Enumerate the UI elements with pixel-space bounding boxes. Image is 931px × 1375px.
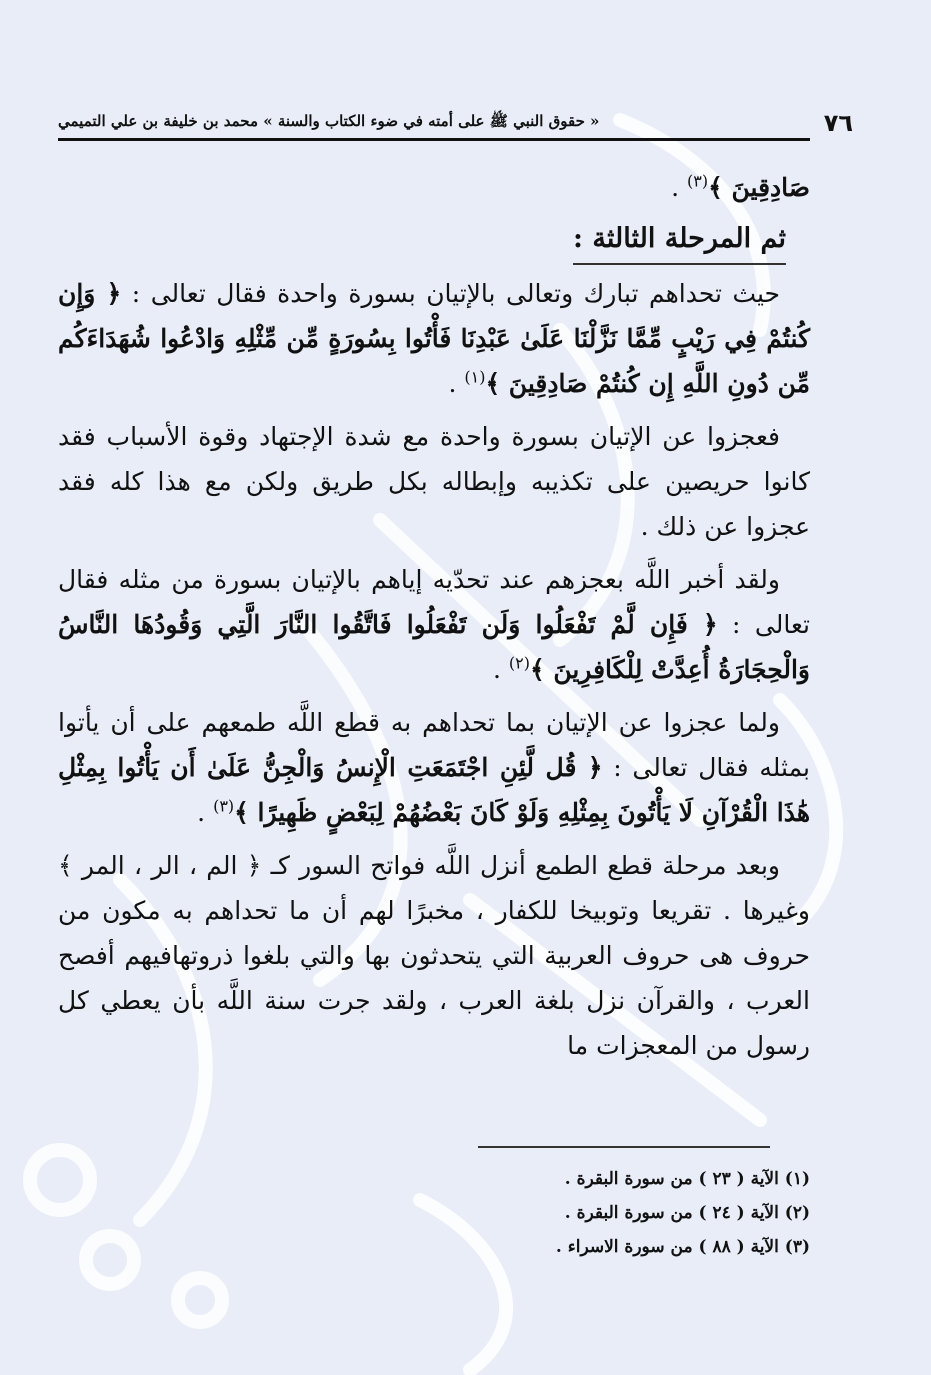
quran-verse: ﴿ وَإِن كُنتُمْ فِي رَيْبٍ مِّمَّا نَزَّلْنَا عَلَىٰ عَبْدِنَا فَأْتُوا بِسُورَةٍ مِّن مِّثْلِهِ وَادْعُوا شُهَدَاءَكُم مِّن دُونِ اللَّهِ إِن كُنتُمْ صَادِقِينَ ﴾ [58, 279, 810, 398]
footnote: (٣) الآية ( ٨٨ ) من سورة الاسراء . [555, 1237, 810, 1257]
running-title: « حقوق النبي ﷺ على أمته في ضوء الكتاب والسنة » محمد بن خليفة بن علي التميمي [58, 112, 600, 130]
continuation-line [58, 165, 810, 210]
line-end: . [197, 798, 214, 827]
line-end: . [492, 655, 509, 684]
paragraph: فعجزوا عن الإتيان بسورة واحدة مع شدة الإجتهاد وقوة الأسباب فقد كانوا حريصين على تكذيبه وإبطاله بكل طريق ولكن مع هذا كله فقد عجزوا عن ذلك . [58, 422, 810, 541]
paragraph [58, 557, 810, 692]
line-end: . [448, 369, 465, 398]
paragraph [58, 271, 810, 406]
header-rule [58, 138, 810, 141]
paragraph-text: ولقد أخبر اللَّه بعجزهم عند تحدّيه إياهم بالإتيان بسورة من مثله فقال تعالى : [58, 565, 810, 639]
footnote-ref: (٣) [687, 171, 709, 191]
footnote: (١) الآية ( ٢٣ ) من سورة البقرة . [564, 1169, 810, 1189]
footnotes [410, 1162, 810, 1264]
quran-verse: ﴿ فَإِن لَّمْ تَفْعَلُوا وَلَن تَفْعَلُوا فَاتَّقُوا النَّارَ الَّتِي وَقُودُهَا النَّاسُ وَالْحِجَارَةُ أُعِدَّتْ لِلْكَافِرِينَ ﴾ [58, 610, 810, 684]
footnote-ref: (٣) [213, 796, 235, 816]
section-heading: ثم المرحلة الثالثة : [573, 216, 786, 265]
paragraph-text: حيث تحداهم تبارك وتعالى بالإتيان بسورة واحدة فقال تعالى : [121, 279, 780, 308]
quran-verse: صَادِقِينَ ﴾ [708, 173, 810, 202]
footnote-ref: (١) [464, 367, 486, 387]
footnote-rule [478, 1146, 770, 1148]
footnote-ref: (٢) [508, 653, 530, 673]
page-number: ٧٦ [823, 109, 853, 137]
page-header [58, 108, 853, 138]
paragraph [58, 700, 810, 835]
paragraph-gap [58, 692, 810, 700]
paragraph: وبعد مرحلة قطع الطمع أنزل اللَّه فواتح السور كـ ﴿ الم ، الر ، المر ﴾ وغيرها . تقريعا وتوبيخا للكفار ، مخبرًا لهم أن ما تحداهم به مكون من حروف هى حروف العربية التي يتحدثون بها والتي بلغوا ذروتهافيهم أفصح العرب ، والقرآن نزل بلغة العرب ، ولقد جرت سنة اللَّه بأن يعطي كل رسول من المعجزات ما [58, 851, 810, 1060]
main-text [58, 165, 810, 1068]
quran-verse: ﴿ قُل لَّئِنِ اجْتَمَعَتِ الْإِنسُ وَالْجِنُّ عَلَىٰ أَن يَأْتُوا بِمِثْلِ هَٰذَا الْقُرْآنِ لَا يَأْتُونَ بِمِثْلِهِ وَلَوْ كَانَ بَعْضُهُمْ لِبَعْضٍ ظَهِيرًا ﴾ [58, 753, 810, 827]
paragraph-gap [58, 549, 810, 557]
paragraph-text: ولما عجزوا عن الإتيان بما تحداهم به قطع اللَّه طمعهم على أن يأتوا بمثله فقال تعالى : [58, 708, 810, 782]
line-end: . [671, 173, 688, 202]
paragraph-gap [58, 406, 810, 414]
footnote: (٢) الآية ( ٢٤ ) من سورة البقرة . [564, 1203, 810, 1223]
paragraph-gap [58, 835, 810, 843]
